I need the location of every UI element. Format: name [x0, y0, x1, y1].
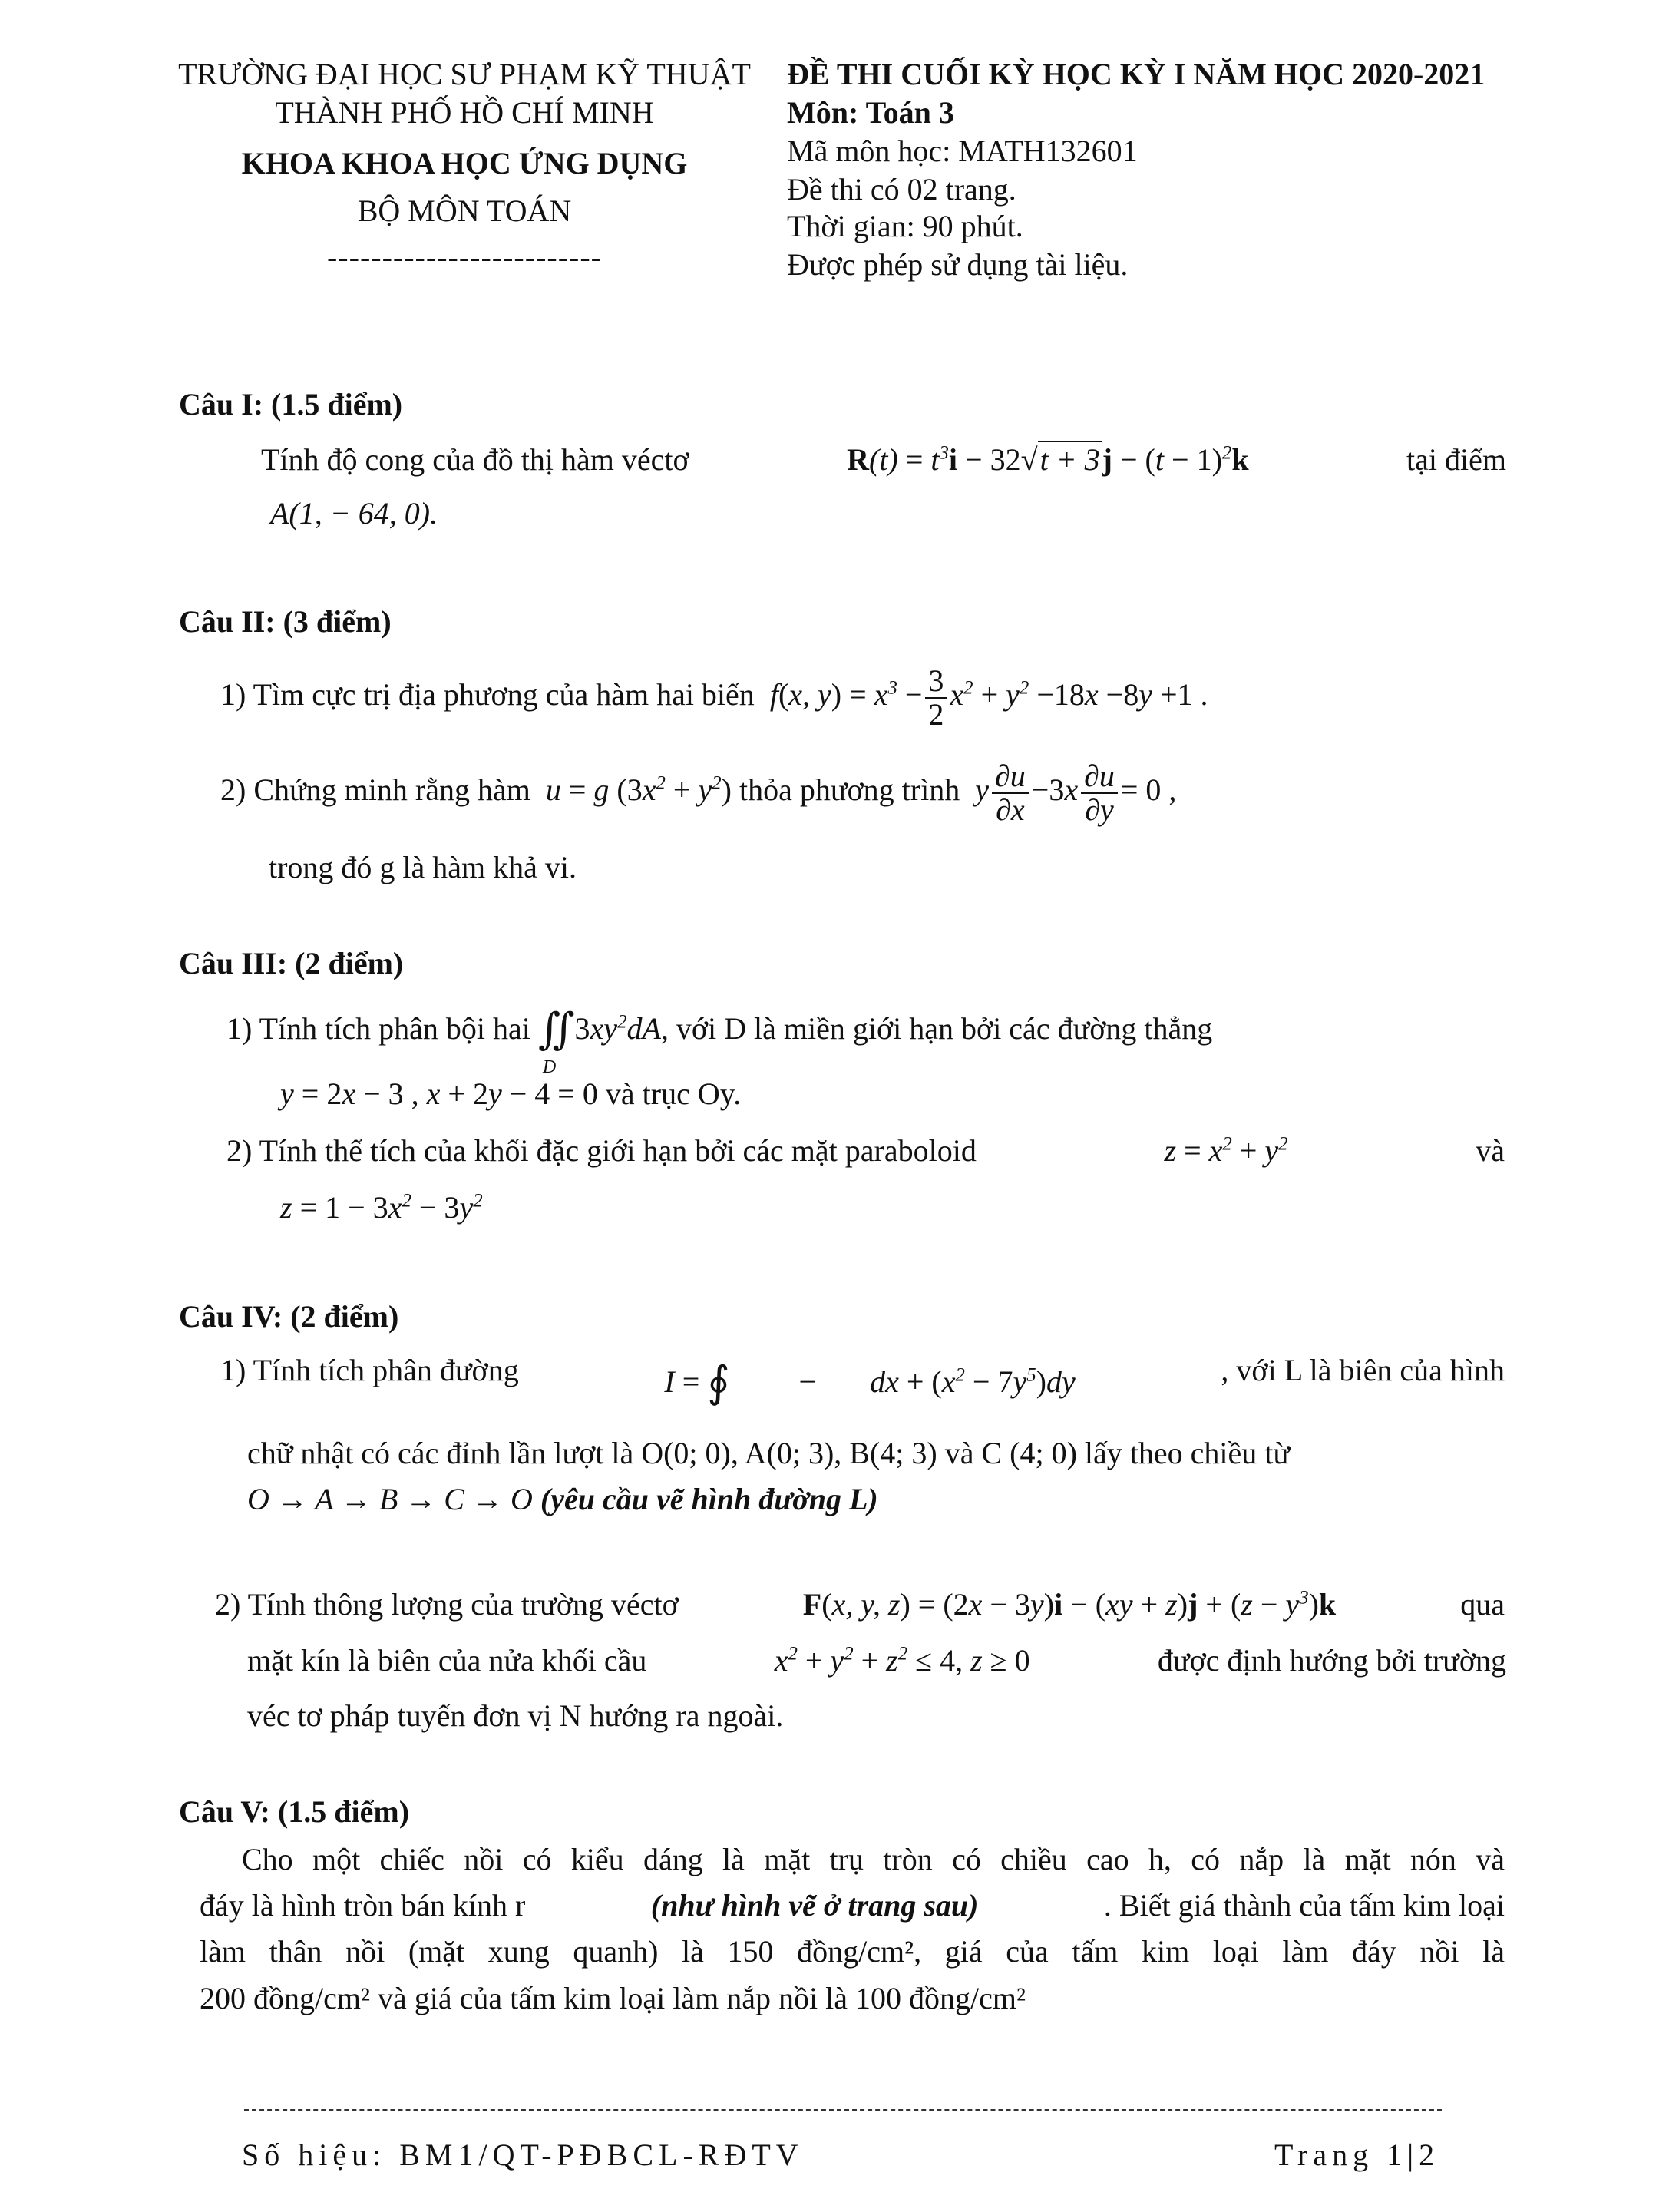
q1-text-b: tại điểm: [1406, 442, 1506, 477]
q2-part2: [220, 760, 1176, 826]
q2-p2-text-b: thỏa phương trình: [739, 772, 960, 808]
q1-text-a: Tính độ cong của đồ thị hàm véctơ: [261, 442, 689, 477]
q5-line4: 200 đồng/cm² và giá của tấm kim loại làm nắp nồi là 100 đồng/cm²: [200, 1981, 1026, 2015]
q1-point: A(1, − 64, 0).: [270, 496, 438, 531]
q1-title: Câu I: (1.5 điểm): [179, 387, 403, 422]
exam-subject: Môn: Toán 3: [787, 95, 954, 130]
q5-line3: làm thân nồi (mặt xung quanh) là 150 đồng/cm², giá của tấm kim loại làm đáy nồi là: [200, 1934, 1505, 1969]
materials-note: Được phép sử dụng tài liệu.: [787, 247, 1129, 282]
q3-p1-text-a: 1) Tính tích phân bội hai: [226, 1011, 530, 1046]
footer-page-number: Trang 1|2: [1274, 2138, 1440, 2172]
q4-p2-text-b: qua: [1460, 1587, 1505, 1622]
q4-part1: [220, 1351, 1505, 1405]
q3-p2-paraboloid1: $z = x^2 + y^2$: [1164, 1133, 1288, 1168]
q3-title: Câu III: (2 điểm): [179, 946, 404, 980]
q4-p1-line2: chữ nhật có các đỉnh lần lượt là O(0; 0), A(0; 3), B(4; 3) và C (4; 0) lấy theo chiều từ: [247, 1436, 1291, 1470]
q4-p2-line2: [247, 1642, 1506, 1680]
q2-p1-text: 1) Tìm cực trị địa phương của hàm hai biến: [220, 677, 755, 713]
q5-line2: [200, 1886, 1505, 1925]
q4-p1-text-b: , với L là biên của hình: [1221, 1353, 1505, 1387]
q1-vector-function: $R(t) = t^3i - 32√t + 3j - (t - 1)^2k$: [847, 442, 1249, 477]
exam-title: ĐỀ THI CUỐI KỲ HỌC KỲ I NĂM HỌC 2020-2021: [787, 57, 1485, 91]
q4-title: Câu IV: (2 điểm): [179, 1299, 399, 1334]
q2-part1: [220, 665, 1208, 731]
q4-p2-region: $x^2 + y^2 + z^2 \le 4$, z ≥ 0: [774, 1643, 1030, 1678]
q3-p2-text-a: 2) Tính thể tích của khối đặc giới hạn bởi các mặt paraboloid: [226, 1133, 977, 1168]
q2-p2-function: u = g $(3x^2 + y^2)$: [537, 772, 732, 808]
q3-part1: [226, 998, 1213, 1077]
school-name: [150, 55, 779, 132]
q2-title: Câu II: (3 điểm): [179, 604, 392, 639]
q5-line2-a: đáy là hình tròn bán kính r: [200, 1888, 526, 1923]
faculty-name: KHOA KHOA HỌC ỨNG DỤNG: [241, 146, 688, 180]
q4-p2-line2-b: được định hướng bởi trường: [1157, 1643, 1506, 1678]
q4-p1-path: O → A → B → C → O: [247, 1482, 533, 1516]
q2-p2-text-a: 2) Chứng minh rằng hàm: [220, 772, 530, 808]
q5-line1: Cho một chiếc nồi có kiểu dáng là mặt trụ tròn có chiều cao h, có nắp là mặt nón và: [242, 1842, 1505, 1876]
q4-part2: [215, 1585, 1505, 1624]
q4-p2-field: F(x, y, $z) = (2x - 3y)i - (xy + z)j + (z - y^3)k$: [802, 1587, 1337, 1622]
q2-p2-condition: trong đó g là hàm khả vi.: [269, 850, 577, 884]
q4-p2-line2-a: mặt kín là biên của nửa khối cầu: [247, 1643, 647, 1678]
q3-p1-lines: y = 2x − 3 , x + 2y − 4 = 0: [280, 1076, 598, 1111]
q3-p1-line2: [280, 1075, 741, 1113]
q3-p1-text-b: , với D là miền giới hạn bởi các đường thẳng: [660, 1011, 1213, 1046]
page-count: Đề thi có 02 trang.: [787, 172, 1016, 207]
q4-p1-note: (yêu cầu vẽ hình đường L): [540, 1482, 878, 1516]
school-line-1: TRƯỜNG ĐẠI HỌC SƯ PHẠM KỸ THUẬT: [178, 57, 751, 91]
exam-time: Thời gian: 90 phút.: [787, 209, 1023, 243]
q4-p1-integral: I = ∮ − dx + $(x^2 - 7y^5)dy$: [664, 1359, 1076, 1407]
q1-statement: [261, 441, 1506, 479]
department-name: BỘ MÔN TOÁN: [357, 193, 572, 228]
q5-line2-c: . Biết giá thành của tấm kim loại: [1103, 1888, 1505, 1923]
q4-p2-line3: véc tơ pháp tuyến đơn vị N hướng ra ngoài.: [247, 1698, 784, 1733]
footer-separator: [244, 2109, 1442, 2111]
header-separator: -------------------------: [326, 240, 602, 274]
q5-line2-b: (như hình vẽ ở trang sau): [650, 1888, 979, 1923]
q5-title: Câu V: (1.5 điểm): [179, 1794, 410, 1829]
course-code: Mã môn học: MATH132601: [787, 134, 1138, 168]
q2-p2-equation: y $\frac{\partial u}{\partial x}$ −3x $\frac{\partial u}{\partial y}$ = 0 ,: [967, 759, 1177, 827]
footer-doc-code: Số hiệu: BM1/QT-PĐBCL-RĐTV: [242, 2138, 804, 2172]
q3-p1-axis: và trục Oy.: [605, 1076, 742, 1111]
q4-p1-text-a: 1) Tính tích phân đường: [220, 1353, 519, 1387]
q4-p1-line3: [247, 1480, 878, 1519]
school-line-2: THÀNH PHỐ HỒ CHÍ MINH: [275, 95, 654, 130]
q4-p2-text-a: 2) Tính thông lượng của trường véctơ: [215, 1587, 679, 1622]
q3-p1-integral: ∬ D $3xy^2dA$: [537, 1006, 661, 1077]
q3-p2-paraboloid2: $z = 1 - 3x^2 - 3y^2$: [280, 1190, 483, 1225]
q2-p1-function: f(x, $y) = x^3$ − $\frac{3}{2}$ $x^2 + y^2 -18x -8y +1$ .: [762, 663, 1208, 732]
q3-p2-and: và: [1476, 1133, 1505, 1168]
q3-part2: [226, 1132, 1505, 1170]
